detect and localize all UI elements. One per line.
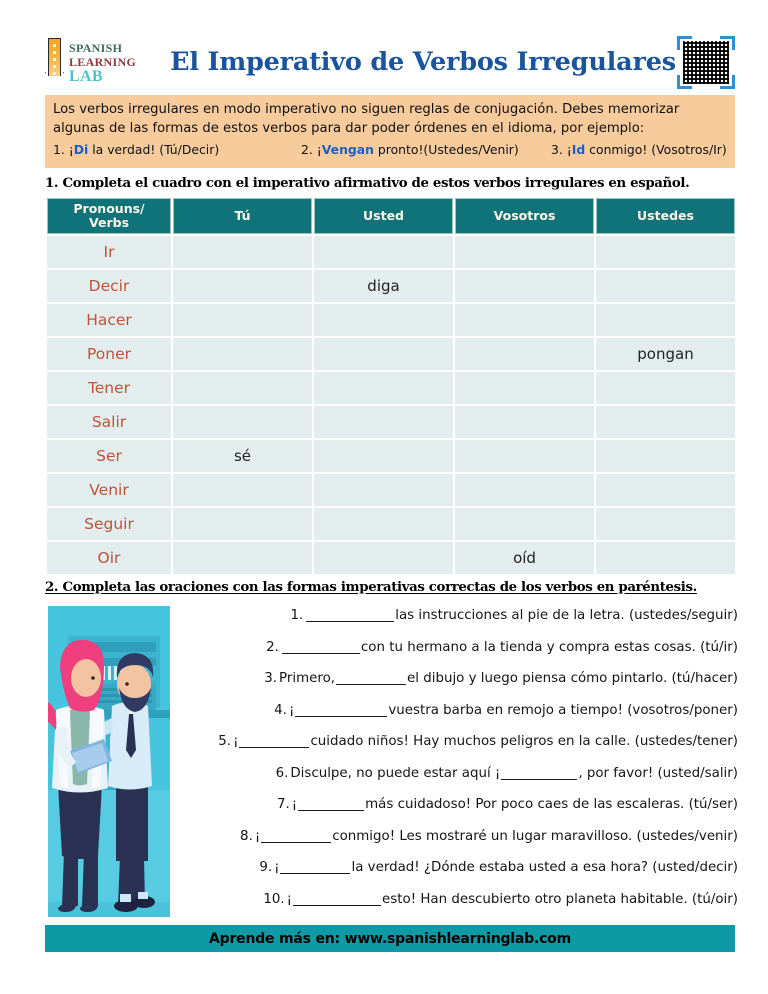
column-header-usted: Usted [314, 198, 453, 234]
column-header-tu: Tú [173, 198, 312, 234]
table-cell-ustedes[interactable] [596, 508, 735, 540]
example-3-number: 3. [551, 142, 563, 158]
answer-blank[interactable] [298, 798, 364, 811]
example-2-number: 2. [301, 142, 313, 158]
logo-line-learning: LEARNING [69, 54, 137, 69]
intro-example-1 [53, 141, 301, 159]
table-cell-vosotros[interactable]: oíd [455, 542, 594, 574]
answer-blank[interactable] [282, 641, 360, 654]
exercise-suffix-text: vuestra barba en remojo a tiempo! (vosotros/poner) [388, 702, 738, 718]
table-cell-ustedes[interactable] [596, 270, 735, 302]
exercise-prefix-text: Disculpe, no puede estar aquí ¡ [290, 765, 501, 781]
lab-people-illustration [48, 606, 170, 917]
answer-blank[interactable] [306, 609, 394, 622]
column-header-pronouns-verbs [47, 198, 171, 234]
intro-line-2: algunas de las formas de estos verbos para dar poder órdenes en el idioma, por ejemplo: [53, 120, 645, 136]
table-cell-verb: Decir [47, 270, 171, 302]
exercise-item [172, 632, 738, 664]
table-cell-vosotros[interactable] [455, 270, 594, 302]
example-1-number: 1. [53, 142, 65, 158]
table-cell-tu[interactable] [173, 270, 312, 302]
exercise-prefix-text: ¡ [286, 891, 293, 907]
section-2-heading: 2. Completa las oraciones con las formas imperativas correctas de los verbos en paréntesis. [45, 580, 697, 595]
table-cell-verb: Oir [47, 542, 171, 574]
exercise-suffix-text: la verdad! ¿Dónde estaba usted a esa hora? (usted/decir) [351, 860, 738, 876]
table-cell-tu[interactable] [173, 508, 312, 540]
footer-bar [45, 925, 735, 952]
exercise-item [172, 663, 738, 695]
test-tube-icon [45, 36, 65, 88]
table-cell-tu[interactable] [173, 542, 312, 574]
exercise-number: 2. [266, 639, 279, 655]
logo-wordmark [69, 40, 136, 85]
exercise-number: 9. [259, 860, 273, 876]
table-cell-usted[interactable] [314, 474, 453, 506]
column-header-vosotros: Vosotros [455, 198, 594, 234]
qr-code-icon[interactable] [677, 36, 735, 89]
table-row [47, 304, 735, 336]
table-header-row [47, 198, 735, 234]
table-cell-vosotros[interactable] [455, 304, 594, 336]
logo-line-lab: LAB [69, 67, 103, 85]
table-cell-tu[interactable]: sé [173, 440, 312, 472]
table-cell-verb: Hacer [47, 304, 171, 336]
logo-line-spanish: SPANISH [69, 40, 123, 55]
table-cell-ustedes[interactable] [596, 542, 735, 574]
exercise-suffix-text: conmigo! Les mostraré un lugar maravilloso. (ustedes/venir) [332, 828, 738, 844]
table-cell-usted[interactable] [314, 338, 453, 370]
column-header-line-1: Pronouns/ [73, 201, 145, 216]
table-cell-ustedes[interactable] [596, 372, 735, 404]
table-cell-usted[interactable]: diga [314, 270, 453, 302]
conjugation-table [45, 196, 737, 576]
exercise-suffix-text: , por favor! (usted/salir) [578, 765, 738, 781]
footer-link[interactable]: Aprende más en: www.spanishlearninglab.com [209, 930, 571, 947]
exercise-item [172, 758, 738, 790]
table-cell-vosotros[interactable] [455, 474, 594, 506]
table-cell-tu[interactable] [173, 474, 312, 506]
exercise-item [172, 695, 738, 727]
exercise-item [172, 852, 738, 884]
table-row [47, 236, 735, 268]
example-2-suffix: pronto!(Ustedes/Venir) [373, 142, 519, 158]
table-cell-verb: Tener [47, 372, 171, 404]
intro-example-3 [551, 141, 727, 159]
exercise-item [172, 789, 738, 821]
table-cell-ustedes[interactable] [596, 236, 735, 268]
example-2-verb: Vengan [321, 142, 374, 158]
exercise-suffix-text: las instrucciones al pie de la letra. (ustedes/seguir) [395, 608, 738, 624]
exercise-prefix-text: ¡ [254, 828, 261, 844]
example-3-verb: Id [571, 142, 586, 158]
table-cell-usted[interactable] [314, 440, 453, 472]
table-row [47, 508, 735, 540]
table-row [47, 406, 735, 438]
exercise-item [172, 600, 738, 632]
table-cell-usted[interactable] [314, 406, 453, 438]
exercise-suffix-text: el dibujo y luego piensa cómo pintarlo. (tú/hacer) [407, 671, 738, 687]
intro-examples [53, 141, 727, 159]
exercise-item [172, 726, 738, 758]
example-1-suffix: la verdad! (Tú/Decir) [88, 142, 220, 158]
table-cell-ustedes[interactable]: pongan [596, 338, 735, 370]
page-title: El Imperativo de Verbos Irregulares [170, 47, 676, 77]
example-2-prefix: ¡ [316, 142, 322, 158]
table-cell-tu[interactable] [173, 338, 312, 370]
table-row [47, 338, 735, 370]
table-cell-vosotros[interactable] [455, 338, 594, 370]
exercise-number: 10. [263, 891, 285, 907]
table-cell-verb: Ser [47, 440, 171, 472]
exercise-suffix-text: esto! Han descubierto otro planeta habitable. (tú/oir) [382, 891, 738, 907]
exercise-number: 7. [276, 797, 290, 813]
exercise-suffix-text: con tu hermano a la tienda y compra estas cosas. (tú/ir) [360, 639, 738, 655]
table-cell-verb: Seguir [47, 508, 171, 540]
site-logo [45, 33, 163, 91]
section-1-heading: 1. Completa el cuadro con el imperativo afirmativo de estos verbos irregulares en español. [45, 176, 690, 191]
exercise-item [172, 884, 738, 916]
exercise-number: 4. [274, 702, 287, 718]
table-row [47, 474, 735, 506]
answer-blank[interactable] [261, 830, 331, 843]
answer-blank[interactable] [501, 767, 577, 780]
table-cell-verb: Poner [47, 338, 171, 370]
table-cell-ustedes[interactable] [596, 406, 735, 438]
column-header-line-2: Verbs [88, 215, 130, 230]
table-cell-usted[interactable] [314, 508, 453, 540]
exercise-suffix-text: más cuidadoso! Por poco caes de las escaleras. (tú/ser) [365, 797, 738, 813]
table-cell-tu[interactable] [173, 304, 312, 336]
table-cell-vosotros[interactable] [455, 508, 594, 540]
answer-blank[interactable] [293, 893, 381, 906]
table-row [47, 372, 735, 404]
table-cell-usted[interactable] [314, 304, 453, 336]
example-3-suffix: conmigo! (Vosotros/Ir) [585, 142, 727, 158]
intro-line-1: Los verbos irregulares en modo imperativo no siguen reglas de conjugación. Debes memorizar [53, 102, 680, 117]
exercise-prefix-text: ¡ [288, 702, 295, 718]
intro-box [45, 95, 735, 168]
table-row [47, 440, 735, 472]
example-1-prefix: ¡ [68, 142, 74, 158]
exercise-prefix-text: ¡ [291, 797, 298, 813]
table-row [47, 542, 735, 574]
example-1-verb: Di [73, 142, 89, 158]
table-cell-ustedes[interactable] [596, 440, 735, 472]
table-cell-tu[interactable] [173, 372, 312, 404]
page-header [45, 32, 735, 92]
table-cell-vosotros[interactable] [455, 372, 594, 404]
table-cell-vosotros[interactable] [455, 236, 594, 268]
table-cell-ustedes[interactable] [596, 304, 735, 336]
column-header-ustedes: Ustedes [596, 198, 735, 234]
exercise-prefix-text: ¡ [233, 734, 239, 750]
exercise-number: 6. [275, 765, 289, 781]
intro-example-2 [301, 141, 551, 159]
table-cell-vosotros[interactable] [455, 406, 594, 438]
table-cell-tu[interactable] [173, 406, 312, 438]
exercise-list [172, 600, 738, 915]
table-row [47, 270, 735, 302]
answer-blank[interactable] [280, 861, 350, 874]
answer-blank[interactable] [295, 704, 387, 717]
table-cell-usted[interactable] [314, 236, 453, 268]
exercise-item [172, 821, 738, 853]
exercise-number: 3. [264, 671, 278, 687]
answer-blank[interactable] [239, 735, 309, 748]
exercise-prefix-text: Primero, [279, 671, 336, 687]
table-cell-ustedes[interactable] [596, 474, 735, 506]
table-cell-verb: Salir [47, 406, 171, 438]
exercise-number: 5. [218, 734, 232, 750]
example-3-prefix: ¡ [566, 142, 572, 158]
exercise-number: 8. [240, 828, 253, 844]
table-cell-usted[interactable] [314, 372, 453, 404]
table-cell-verb: Venir [47, 474, 171, 506]
table-cell-vosotros[interactable] [455, 440, 594, 472]
table-cell-verb: Ir [47, 236, 171, 268]
table-cell-tu[interactable] [173, 236, 312, 268]
exercise-number: 1. [290, 608, 304, 624]
answer-blank[interactable] [336, 672, 406, 685]
table-cell-usted[interactable] [314, 542, 453, 574]
exercise-prefix-text: ¡ [274, 860, 280, 876]
exercise-suffix-text: cuidado niños! Hay muchos peligros en la calle. (ustedes/tener) [310, 734, 738, 750]
